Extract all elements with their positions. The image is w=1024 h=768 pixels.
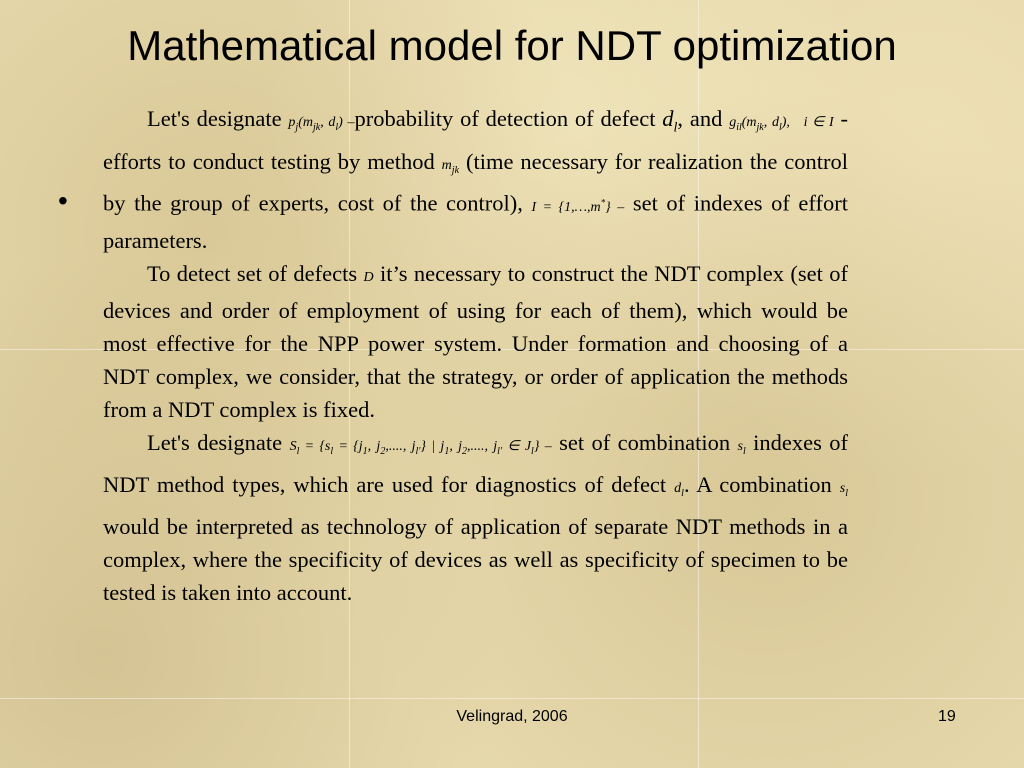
formula-defect: $d_l$ xyxy=(674,480,684,499)
bullet-marker: • xyxy=(58,185,68,216)
text-run: set of indexes of effort parameters. xyxy=(103,190,848,253)
formula-index-membership: i ∈ I xyxy=(803,115,834,130)
variable-defect: $d_l$ xyxy=(662,106,678,136)
formula-probability: $p_j(m_{jk}$, $d_l$) – xyxy=(288,115,355,133)
text-run: indexes of NDT method types, which are used for diagnostics of defect xyxy=(103,429,849,497)
text-run: , and xyxy=(677,106,730,131)
text-run: . A combination xyxy=(683,471,840,497)
text-run: set of combination xyxy=(551,429,738,455)
formula-combination: $s_l$ xyxy=(839,480,848,499)
slide-body xyxy=(103,102,848,609)
formula-efforts: $g_{il}(m_{jk}$, $d_l$), xyxy=(729,115,790,133)
text-run: probability of detection of defect xyxy=(354,106,663,131)
text-run: Let's designate xyxy=(147,106,289,131)
formula-index-set: I = {1,…,m*} – xyxy=(531,197,625,215)
background-tile-line xyxy=(0,698,1024,699)
paragraph-probability-definition xyxy=(103,102,848,257)
formula-defect-set: D xyxy=(363,269,374,285)
footer-location-date: Velingrad, 2006 xyxy=(456,708,568,725)
text-run: would be interpreted as technology of application of separate NDT methods in a complex, where the specificity of devices as well as specificity of specimen to be tested is taken into account. xyxy=(103,513,848,605)
slide-title: Mathematical model for NDT optimization xyxy=(127,22,897,69)
text-run: (time necessary for realization the control by the group of experts, cost of the control), xyxy=(103,148,848,216)
formula-method: $m_{jk}$ xyxy=(441,157,460,176)
formula-combination-set: $S_l = \{s_l = \{j_1$, $j_2$,...., $j_{l'}$} | $j_1$, $j_2$,...., $j_{l'}$ ∈ $J_l$} – xyxy=(289,438,552,457)
paragraph-combination xyxy=(103,426,848,609)
paragraph-ndt-complex xyxy=(103,257,848,426)
text-run: To detect set of defects xyxy=(147,260,364,286)
text-run: it’s necessary to construct the NDT complex (set of devices and order of employment of using for each of them), which would be most effective for the NPP power system. Under formation and choosing of a NDT complex, we consider, that the strategy, or order of application the methods from a NDT complex is fixed. xyxy=(103,260,848,422)
page-number: 19 xyxy=(938,708,956,725)
formula-combination: $s_l$ xyxy=(737,438,746,457)
text-run: - efforts to conduct testing by method xyxy=(103,106,849,174)
text-run: Let's designate xyxy=(147,429,290,455)
